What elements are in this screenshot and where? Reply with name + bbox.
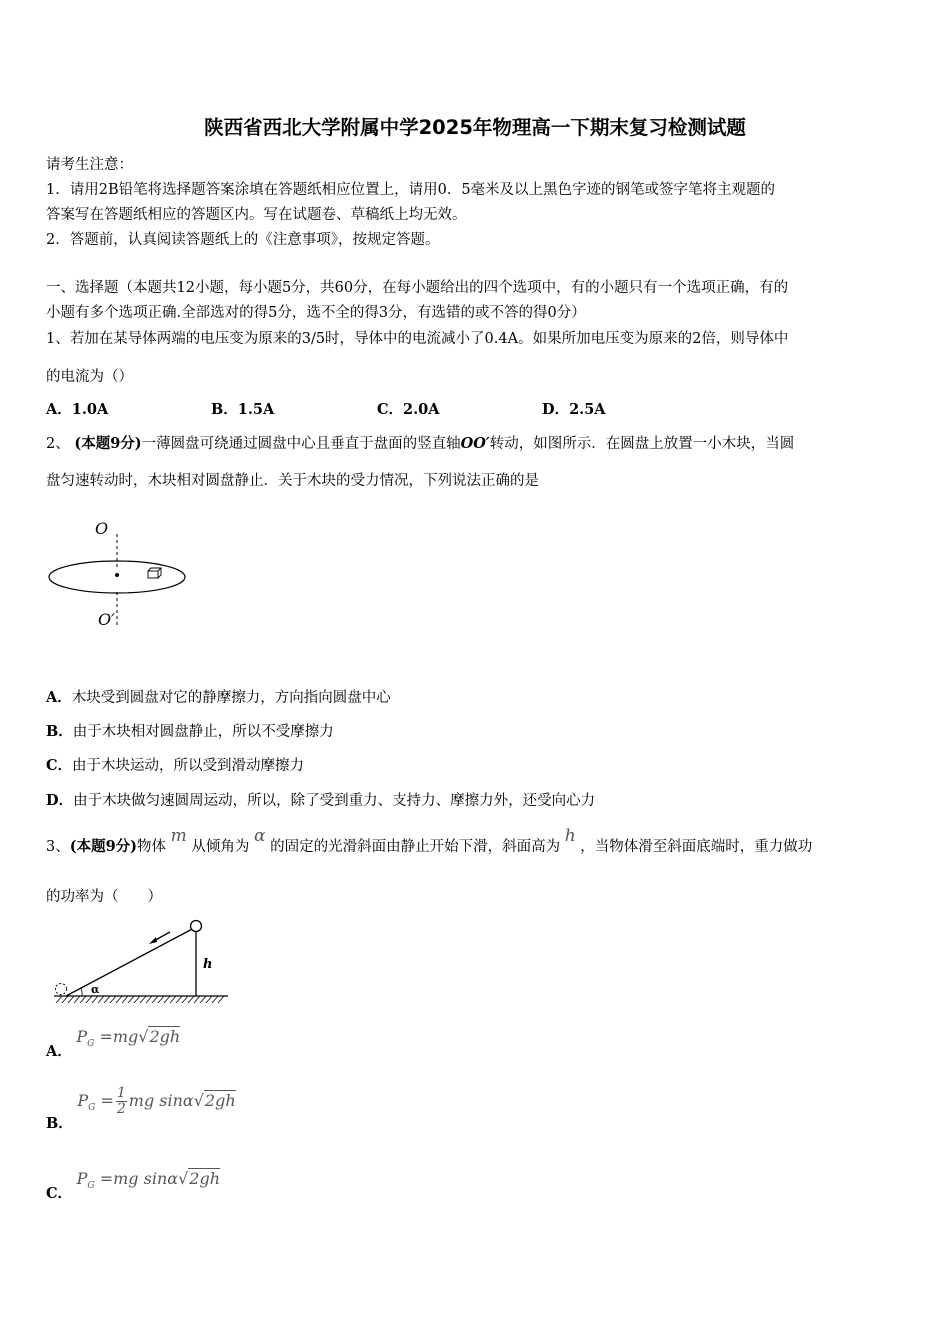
q2-option-d [46,789,595,810]
q1-option-d: D．2.5A [542,401,606,418]
q1-option-a: A．1.0A [46,401,109,418]
q2-option-b-text: 由于木块相对圆盘静止，所以不受摩擦力 [72,724,334,740]
q3-option-c [46,1168,221,1202]
q3-text-line-2: 的功率为（ ） [46,889,162,905]
q2-axis-label: OO′ [460,435,490,452]
q3-text-line-1 [46,826,813,856]
q3-option-b [46,1085,236,1132]
q3-mass-symbol: m [170,826,187,846]
q1-option-b: B．1.5A [211,401,275,418]
q2-option-c-text: 由于木块运动，所以受到滑动摩擦力 [72,758,305,774]
rotating-disc-diagram [40,512,200,632]
q3-score: (本题9分) [69,838,138,855]
q3-height-symbol: h [564,826,576,846]
ball-at-top [191,921,202,932]
section-heading-line-2: 小题有多个选项正确.全部选对的得5分，选不全的得3分，有选错的或不答的得0分） [46,305,586,321]
page-title: 陕西省西北大学附属中学2025年物理高一下期末复习检测试题 [204,116,746,139]
ball-at-bottom-dashed [56,984,67,995]
label-o-prime-bottom: O′ [98,610,115,629]
height-label-h: h [203,957,213,972]
notice-item-1-line-1: 1．请用2B铅笔将选择题答案涂填在答题纸相应位置上，请用0．5毫米及以上黑色字迹的钢笔或签字笔将主观题的 [46,182,776,198]
q1-text-line-2: 的电流为（） [46,369,133,385]
notice-heading: 请考生注意： [46,157,133,173]
q2-option-b [46,720,334,741]
q2-option-a [46,686,391,707]
angle-label-alpha: α [91,983,100,996]
q3-text-4: ，当物体滑至斜面底端时，重力做功 [580,839,813,855]
q1-option-c: C．2.0A [377,401,440,418]
q1-text-line-1: 1、若加在某导体两端的电压变为原来的3/5时，导体中的电流减小了0.4A。如果所加电压变为原来的2倍，则导体中 [46,331,789,347]
q3-option-b-letter: B． [46,1114,73,1132]
q2-text-b: 转动，如图所示．在圆盘上放置一小木块，当圆 [489,436,795,452]
disc-center-dot [115,573,119,577]
q2-text-a: 一薄圆盘可绕通过圆盘中心且垂直于盘面的竖直轴 [141,436,461,452]
q2-text-line-2: 盘匀速转动时，木块相对圆盘静止．关于木块的受力情况，下列说法正确的是 [46,473,539,489]
q3-text-1: 物体 [137,839,167,855]
incline-surface [66,927,196,996]
ground-hatch [54,996,228,1003]
q3-number: 3、 [46,839,70,855]
q2-score: (本题9分) [74,435,142,452]
notice-item-2: 2．答题前，认真阅读答题纸上的《注意事项》，按规定答题。 [46,232,440,248]
q3-option-b-formula: $P_G$ = $\frac{1}{2}$ mg sinα√2gh [77,1085,236,1117]
q2-text-line-1 [46,432,794,453]
q3-option-c-formula: $P_G =mg$ sinα√2gh [76,1169,221,1191]
q3-text-2: 从倾角为 [191,839,250,855]
q3-option-a-formula: $P_G =mg√2gh$ [76,1027,181,1049]
q2-option-c-letter: C． [46,757,73,774]
q3-alpha-symbol: α [254,826,266,846]
wood-block-icon [148,568,161,578]
label-o-top: O [95,519,109,538]
q3-option-a [46,1026,181,1060]
q3-option-c-letter: C． [46,1185,73,1202]
q2-option-d-letter: D． [46,792,74,809]
q2-option-d-text: 由于木块做匀速圆周运动，所以，除了受到重力、支持力、摩擦力外，还受向心力 [73,793,596,809]
q2-option-a-letter: A． [46,689,72,706]
q2-option-b-letter: B． [46,723,73,740]
angle-arc [81,988,82,996]
q2-number: 2、 [46,436,70,452]
q2-option-c [46,754,304,775]
incline-diagram [48,915,233,1007]
q3-option-a-letter: A． [46,1043,72,1060]
section-heading-line-1: 一、选择题（本题共12小题，每小题5分，共60分，在每小题给出的四个选项中，有的小题只有一个选项正确，有的 [46,280,789,296]
q2-option-a-text: 木块受到圆盘对它的静摩擦力，方向指向圆盘中心 [71,690,391,706]
notice-item-1-line-2: 答案写在答题纸相应的答题区内。写在试题卷、草稿纸上均无效。 [46,207,467,223]
q3-text-3: 的固定的光滑斜面由静止开始下滑，斜面高为 [270,839,561,855]
